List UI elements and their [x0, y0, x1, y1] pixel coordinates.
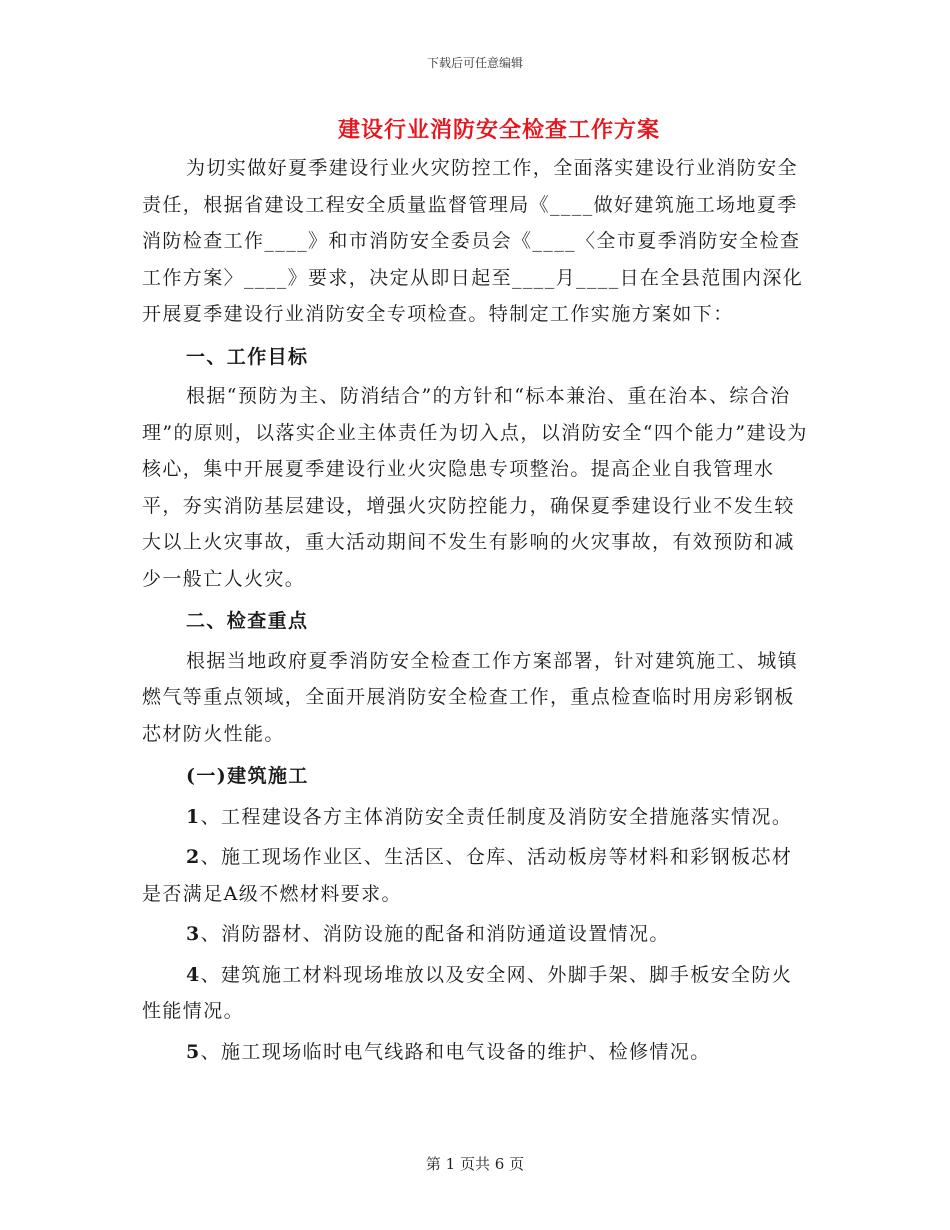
- page-footer: 第 1 页共 6 页: [425, 1155, 525, 1173]
- list-item: [142, 839, 808, 912]
- document-body: [142, 150, 808, 1070]
- document-title: 建设行业消防安全检查工作方案: [337, 117, 660, 143]
- item-text: 、消防器材、消防设施的配备和消防通道设置情况。: [200, 923, 670, 945]
- section-paragraph-goals: 根据“预防为主、防消结合”的方针和“标本兼治、重在治本、综合治理”的原则，以落实企业主体责任为切入点，以消防安全“四个能力”建设为核心，集中开展夏季建设行业火灾隐患专项整治。提高企业自我管理水平，夯实消防基层建设，增强火灾防控能力，确保夏季建设行业不发生较大以上火灾事故，重大活动期间不发生有影响的火灾事故，有效预防和减少一般亡人火灾。: [142, 385, 808, 590]
- item-number: 3: [186, 923, 201, 945]
- list-item: [142, 799, 808, 836]
- item-number: 2: [186, 846, 201, 868]
- list-item: [142, 1034, 808, 1071]
- section-heading-goals: 一、工作目标: [186, 345, 309, 368]
- item-text: 、工程建设各方主体消防安全责任制度及消防安全措施落实情况。: [200, 805, 793, 828]
- list-item: [142, 916, 808, 953]
- list-item: [142, 957, 808, 1030]
- item-text: 、施工现场临时电气线路和电气设备的维护、检修情况。: [200, 1040, 711, 1063]
- section-heading-focus: 二、检查重点: [186, 610, 309, 632]
- item-number: 5: [186, 1040, 201, 1063]
- item-text: 、建筑施工材料现场堆放以及安全网、外脚手架、脚手板安全防火性能情况。: [142, 963, 793, 1022]
- item-number: 1: [186, 805, 201, 828]
- item-number: 4: [186, 963, 201, 986]
- intro-paragraph: 为切实做好夏季建设行业火灾防控工作，全面落实建设行业消防安全责任，根据省建设工程安全质量监督管理局《____做好建筑施工场地夏季消防检查工作____》和市消防安全委员会《____〈全市夏季消防安全检查工作方案〉____》要求，决定从即日起至____月____日在全县范围内深化开展夏季建设行业消防安全专项检查。特制定工作实施方案如下：: [142, 157, 804, 325]
- section-paragraph-focus: 根据当地政府夏季消防安全检查工作方案部署，针对建筑施工、城镇燃气等重点领域，全面开展消防安全检查工作，重点检查临时用房彩钢板芯材防火性能。: [142, 649, 799, 745]
- header-note: 下载后可任意编辑: [426, 56, 523, 70]
- item-text: 、施工现场作业区、生活区、仓库、活动板房等材料和彩钢板芯材是否满足A级不燃材料要求。: [142, 846, 793, 905]
- subsection-heading-construction: (一)建筑施工: [186, 765, 309, 787]
